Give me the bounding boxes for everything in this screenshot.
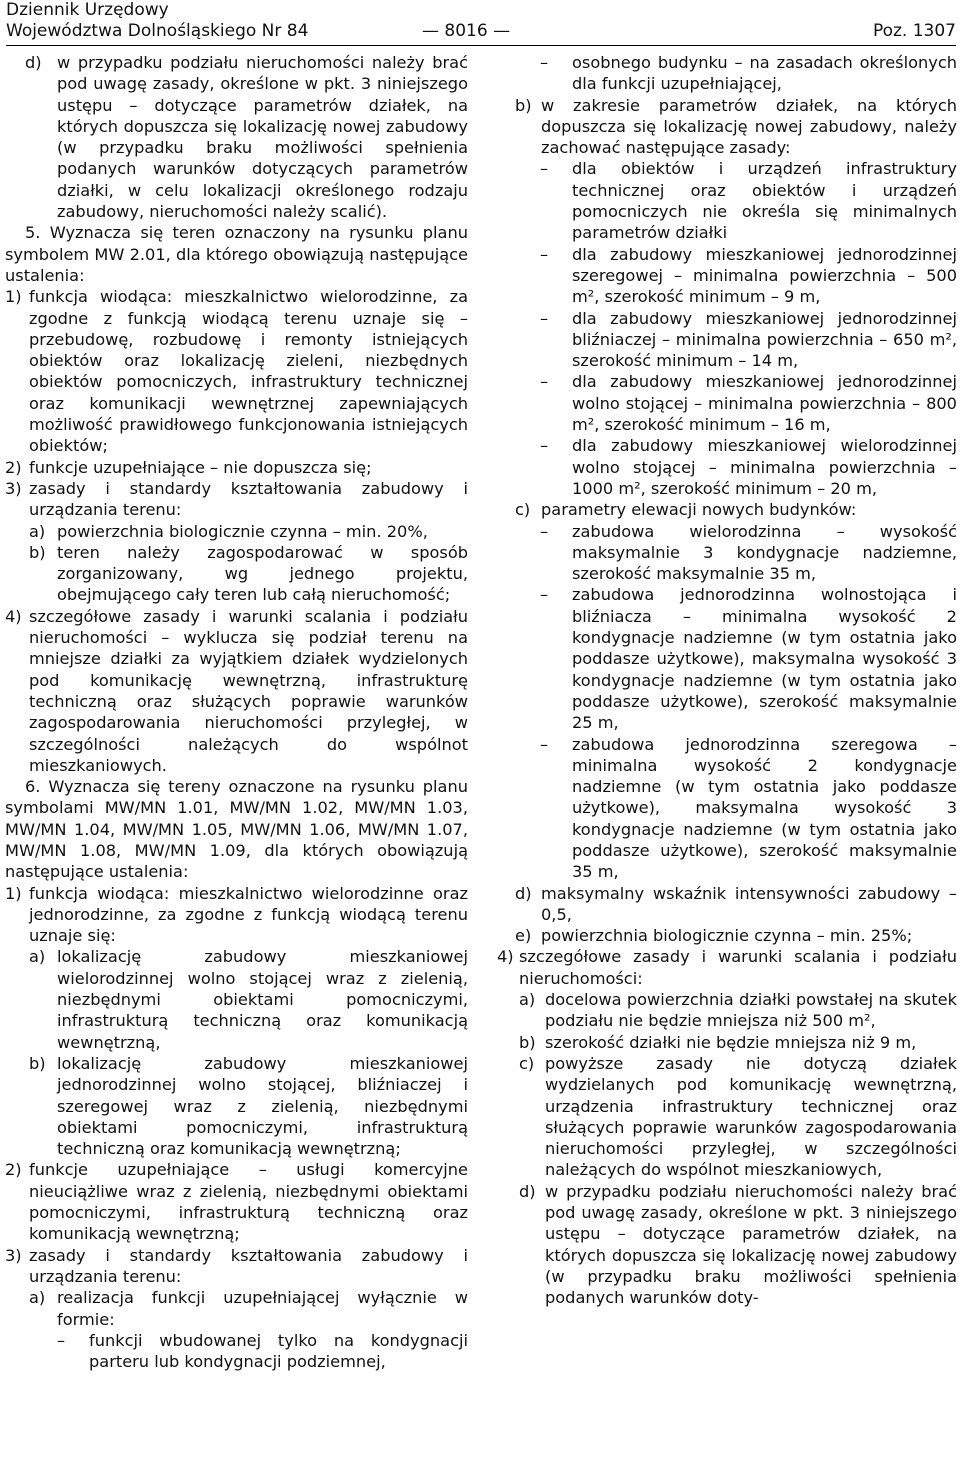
list-item — [497, 584, 957, 733]
list-item-text: szerokość działki nie będzie mniejsza niż 9 m, — [545, 1032, 917, 1052]
list-marker: a) — [29, 1288, 46, 1308]
list-item-text: funkcja wiodąca: mieszkalnictwo wielorodzinne oraz jednorodzinne, za zgodne z funkcją wiodącą terenu uznaje się: — [29, 883, 468, 946]
left-column — [5, 52, 468, 1372]
list-item-text: osobnego budynku – na zasadach określonych dla funkcji uzupełniającej, — [572, 53, 957, 94]
list-item — [5, 1330, 468, 1373]
list-marker: b) — [515, 95, 532, 115]
list-item — [5, 457, 468, 478]
list-item-text: dla zabudowy mieszkaniowej jednorodzinnej bliźniaczej – minimalna powierzchnia – 650 m², szerokość minimum – 14 m, — [572, 308, 957, 371]
list-item — [497, 989, 957, 1032]
list-marker: – — [540, 521, 549, 541]
list-marker: 3) — [5, 1245, 22, 1265]
page-number: — 8016 — — [422, 21, 511, 41]
list-item-text: maksymalny wskaźnik intensywności zabudowy – 0,5, — [541, 883, 957, 924]
header-rule — [6, 45, 956, 46]
list-item-text: powierzchnia biologicznie czynna – min. 25%; — [541, 926, 913, 946]
list-item-text: funkcja wiodąca: mieszkalnictwo wielorodzinne, za zgodne z funkcją wiodącą terenu uznaje się – przebudowę, rozbudowę i remonty istniejących obiektów oraz lokalizację zieleni, niezbędnych obiektów pomocniczych, infrastruktury technicznej oraz komunikacji wewnętrznej zapewniających możliwość prawidłowego funkcjonowania istniejących obiektów; — [29, 287, 468, 456]
list-marker: a) — [29, 521, 46, 541]
list-marker: – — [540, 244, 549, 264]
paragraph: 5. Wyznacza się teren oznaczony na rysunku planu symbolem MW 2.01, dla którego obowiązują następujące ustalenia: — [5, 223, 468, 285]
list-marker: b) — [29, 1053, 46, 1073]
journal-issue: Województwa Dolnośląskiego Nr 84 — [6, 21, 309, 41]
list-item-text: zasady i standardy kształtowania zabudowy i urządzania terenu: — [29, 478, 468, 520]
list-item — [497, 946, 957, 989]
list-item-text: dla zabudowy mieszkaniowej jednorodzinnej szeregowej – minimalna powierzchnia – 500 m², szerokość minimum – 9 m, — [572, 244, 957, 307]
list-item-text: teren należy zagospodarować w sposób zorganizowany, wg jednego projektu, obejmującego cały teren lub całą nieruchomość; — [57, 542, 468, 605]
list-marker: b) — [519, 1032, 536, 1052]
list-item — [5, 1245, 468, 1288]
list-item — [497, 521, 957, 585]
list-marker: c) — [515, 500, 531, 520]
list-item-text: zasady i standardy kształtowania zabudowy i urządzania terenu: — [29, 1245, 468, 1286]
list-item — [5, 286, 468, 456]
list-marker: – — [540, 308, 549, 328]
list-item-text: zabudowa jednorodzinna szeregowa – minimalna wysokość 2 kondygnacje nadziemne (w tym ostatnia jako poddasze użytkowe), maksymalna wysokość 3 kondygnacje nadziemne (w tym ostatnia jako poddasze użytkowe), szerokość maksymalnie 35 m, — [572, 734, 957, 882]
list-marker: d) — [515, 883, 532, 903]
list-item-text: lokalizację zabudowy mieszkaniowej jednorodzinnej wolno stojącej, bliźniaczej i szeregowej wraz z zielenią, niezbędnymi obiektami pomocniczymi, infrastrukturą techniczną oraz komunikacją wewnętrzną; — [57, 1053, 468, 1159]
list-item-text: powyższe zasady nie dotyczą działek wydzielanych pod komunikację wewnętrzną, urządzenia infrastruktury technicznej oraz służących poprawie warunków zagospodarowania nieruchomości przyległej, w szczególności należących do wspólnot mieszkaniowych, — [545, 1053, 957, 1180]
list-item-text: funkcji wbudowanej tylko na kondygnacji parteru lub kondygnacji podziemnej, — [89, 1330, 468, 1372]
list-item-text: realizacja funkcji uzupełniającej wyłącznie w formie: — [57, 1288, 468, 1329]
list-item — [5, 478, 468, 521]
list-marker: 1) — [5, 883, 22, 903]
list-item — [497, 435, 957, 499]
list-marker: – — [540, 734, 549, 754]
list-marker: – — [540, 436, 549, 456]
list-item-text: w przypadku podziału nieruchomości należy brać pod uwagę zasady, określone w pkt. 3 niniejszego ustępu – dotyczące parametrów działek, na których dopuszcza się lokalizację nowej zabudowy (w przypadku braku możliwości spełnienia podanych warunków dotyczących parametrów działki, w celu lokalizacji określonego rodzaju zabudowy, nieruchomości należy scalić). — [57, 53, 468, 222]
list-marker: 4) — [497, 947, 514, 967]
list-item-text: dla zabudowy mieszkaniowej jednorodzinnej wolno stojącej – minimalna powierzchnia – 800 m², szerokość minimum – 16 m, — [572, 372, 957, 435]
list-marker: 2) — [5, 1160, 22, 1180]
list-marker: a) — [519, 990, 536, 1010]
list-item — [5, 542, 468, 606]
list-item — [5, 1159, 468, 1244]
list-item — [497, 371, 957, 435]
list-marker: 2) — [5, 457, 22, 477]
list-marker: e) — [515, 926, 532, 946]
list-item — [5, 521, 468, 542]
list-marker: – — [540, 53, 549, 72]
list-item — [5, 1053, 468, 1159]
list-item — [5, 1287, 468, 1330]
list-item — [497, 734, 957, 883]
list-marker: d) — [519, 1181, 536, 1201]
list-item — [5, 606, 468, 776]
list-marker: 1) — [5, 287, 22, 307]
paragraph: 6. Wyznacza się tereny oznaczone na rysunku planu symbolami MW/MN 1.01, MW/MN 1.02, MW/MN 1.03, MW/MN 1.04, MW/MN 1.05, MW/MN 1.06, MW/MN 1.07, MW/MN 1.08, MW/MN 1.09, dla których obowiązują następujące ustalenia: — [5, 777, 468, 882]
list-item-text: w przypadku podziału nieruchomości należy brać pod uwagę zasady, określone w pkt. 3 niniejszego ustępu – dotyczące parametrów działek, na których dopuszcza się lokalizację nowej zabudowy (w przypadku braku możliwości spełnienia podanych warunków doty- — [545, 1181, 957, 1308]
list-marker: d) — [25, 53, 42, 72]
list-item — [497, 499, 957, 520]
list-marker: – — [540, 159, 549, 179]
list-marker: c) — [519, 1053, 535, 1073]
list-marker: b) — [29, 542, 46, 562]
list-item-text: docelowa powierzchnia działki powstałej na skutek podziału nie będzie mniejsza niż 500 m², — [545, 990, 957, 1031]
list-item-text: w zakresie parametrów działek, na których dopuszcza się lokalizację nowej zabudowy, należy zachować następujące zasady: — [541, 95, 957, 158]
list-item — [497, 308, 957, 372]
list-item — [497, 244, 957, 308]
list-marker: – — [540, 585, 549, 605]
list-item — [497, 52, 957, 95]
position-number: Poz. 1307 — [872, 21, 956, 41]
right-column — [497, 52, 957, 1309]
list-item-text: szczegółowe zasady i warunki scalania i podziału nieruchomości – wyklucza się podział terenu na mniejsze działki za wyjątkiem działek wydzielonych pod komunikację wewnętrzną, infrastrukturę techniczną oraz służących poprawie warunków zagospodarowania nieruchomości przyległej, w szczególności należących do wspólnot mieszkaniowych. — [29, 606, 468, 775]
list-item-text: zabudowa wielorodzinna – wysokość maksymalnie 3 kondygnacje nadziemne, szerokość maksymalnie 35 m, — [572, 521, 957, 584]
list-marker: 4) — [5, 606, 22, 626]
list-marker: – — [540, 372, 549, 392]
list-item-text: dla obiektów i urządzeń infrastruktury technicznej oraz obiektów i urządzeń pomocniczych nie określa się minimalnych parametrów działki — [572, 159, 957, 243]
list-item-text: szczegółowe zasady i warunki scalania i podziału nieruchomości: — [519, 947, 957, 988]
list-item — [497, 1053, 957, 1181]
journal-title: Dziennik Urzędowy — [6, 0, 169, 20]
list-marker: a) — [29, 947, 46, 967]
list-item-text: funkcje uzupełniające – usługi komercyjne nieuciążliwe wraz z zielenią, niezbędnymi obiektami pomocniczymi, infrastrukturą techniczną oraz komunikacją wewnętrzną; — [29, 1160, 468, 1244]
list-item — [497, 158, 957, 243]
list-marker: 3) — [5, 478, 22, 498]
list-item — [5, 883, 468, 947]
list-item — [5, 946, 468, 1052]
list-item-text: funkcje uzupełniające – nie dopuszcza się; — [29, 457, 372, 477]
list-item — [497, 1032, 957, 1053]
list-item-text: powierzchnia biologicznie czynna – min. 20%, — [57, 521, 428, 541]
list-item — [497, 1181, 957, 1309]
list-item — [497, 925, 957, 946]
list-item-text: parametry elewacji nowych budynków: — [541, 500, 857, 520]
list-item-text: lokalizację zabudowy mieszkaniowej wielorodzinnej wolno stojącej wraz z zielenią, niezbędnymi obiektami pomocniczymi, infrastrukturą techniczną oraz komunikacją wewnętrzną, — [57, 947, 468, 1052]
list-marker: – — [57, 1330, 66, 1350]
list-item-text: dla zabudowy mieszkaniowej wielorodzinnej wolno stojącej – minimalna powierzchnia – 1000 m², szerokość minimum – 20 m, — [572, 436, 957, 498]
list-item — [497, 95, 957, 159]
list-item — [497, 883, 957, 926]
page-header — [6, 0, 956, 44]
list-item — [5, 52, 468, 222]
list-item-text: zabudowa jednorodzinna wolnostojąca i bliźniacza – minimalna wysokość 2 kondygnacje nadziemne (w tym ostatnia jako poddasze użytkowe), maksymalna wysokość 3 kondygnacje nadziemne (w tym ostatnia jako poddasze użytkowe), szerokość maksymalnie 25 m, — [572, 585, 957, 733]
